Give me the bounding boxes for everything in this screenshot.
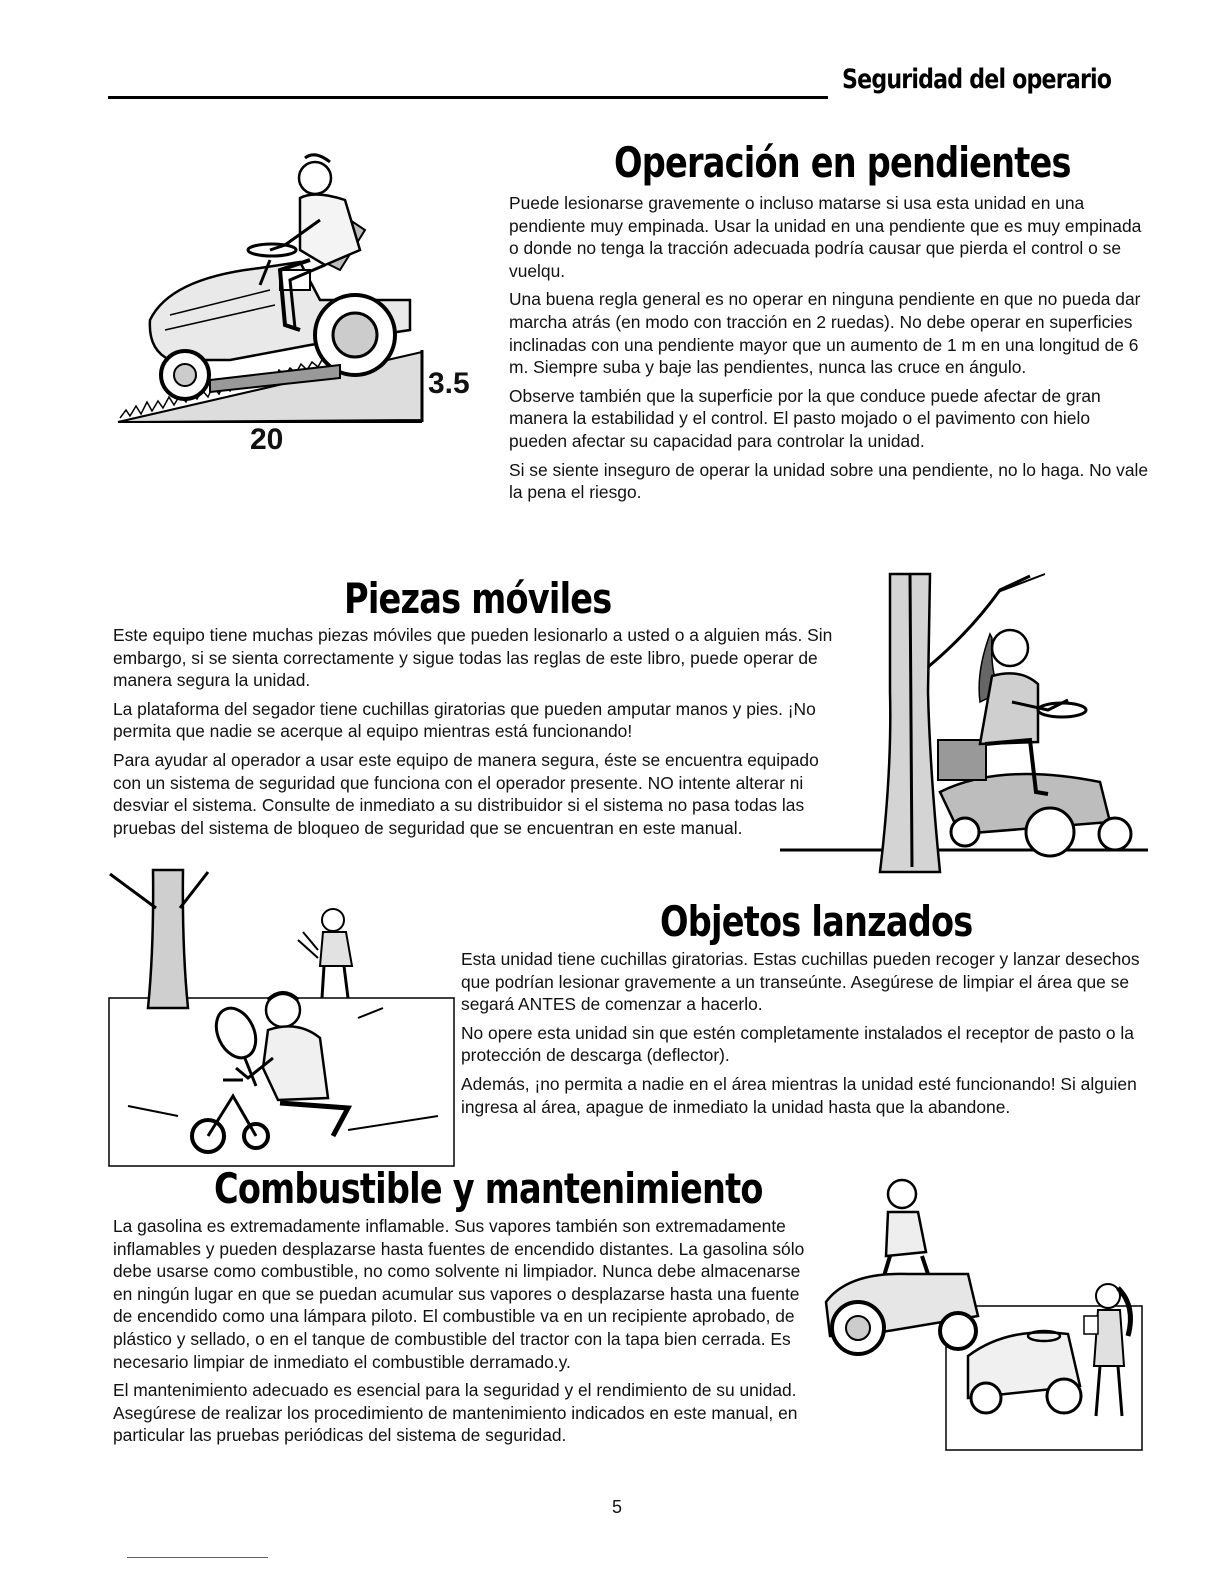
slopes-paragraph: Puede lesionarse gravemente o incluso matarse si usa esta unidad en una pendiente muy empinada. Usar la unidad en una pendiente que es muy empinada o donde no tenga la tracción adecuada podría causar que pierda el control o se vuelqu.: [509, 193, 1142, 281]
moving-parts-paragraph: La plataforma del segador tiene cuchillas giratorias que pueden amputar manos y pies. ¡No permita que nadie se acerque al equipo mientras está funcionando!: [113, 698, 816, 742]
header-rule: [108, 96, 828, 99]
thrown-objects-paragraph: Esta unidad tiene cuchillas giratorias. Estas cuchillas pueden recoger y lanzar desechos que podrían lesionar gravemente a un transeúnte. Asegúrese de limpiar el área que se segará ANTES de comenzar a hacerlo.: [461, 949, 1140, 1015]
section-title-moving-parts: Piezas móviles: [344, 574, 612, 623]
section-title-thrown-objects: Objetos lanzados: [660, 897, 973, 946]
slope-rise-label: 3.5: [428, 367, 470, 400]
fuel-maintenance-illustration: [818, 1176, 1148, 1456]
moving-parts-body: [113, 624, 835, 839]
fuel-paragraph: El mantenimiento adecuado es esencial para la seguridad y el rendimiento de su unidad. Asegúrese de realizar los procedimiento de mantenimiento indicados en este manual, en particular las pruebas periódicas del sistema de seguridad.: [113, 1380, 798, 1446]
thrown-objects-illustration: [108, 868, 458, 1170]
fuel-paragraph: La gasolina es extremadamente inflamable. Sus vapores también son extremadamente inflamables y pueden desplazarse hasta fuentes de encendido distantes. La gasolina sólo debe usarse como combustible, no como solvente ni limpiador. Nunca debe almacenarse en ningún lugar en que se puedan acumular sus vapores o desplazarse hasta una fuente de encendido como una lámpara piloto. El combustible va en un recipiente aprobado, de plástico y sellado, o en el tanque de combustible del tractor con la tapa bien cerrada. Es necesario limpiar de inmediato el combustible derramado.y.: [113, 1216, 805, 1372]
fuel-body: [113, 1215, 817, 1447]
slopes-body: [509, 192, 1149, 504]
slope-mower-illustration: [110, 150, 490, 470]
slope-run-label: 20: [250, 423, 284, 456]
slopes-paragraph: Si se siente inseguro de operar la unidad sobre una pendiente, no lo haga. No vale la pena el riesgo.: [509, 459, 1149, 503]
thrown-objects-body: [461, 948, 1151, 1118]
thrown-objects-paragraph: Además, ¡no permita a nadie en el área mientras la unidad esté funcionando! Si alguien ingresa al área, apague de inmediato la unidad hasta que la abandone.: [461, 1073, 1137, 1117]
moving-parts-paragraph: Para ayudar al operador a usar este equipo de manera segura, éste se encuentra equipado con un sistema de seguridad que funciona con el operador presente. NO intente alterar ni desviar el sistema. Consulte de inmediato a su distribuidor si el sistema no pasa todas las pruebas del sistema de bloqueo de seguridad que se encuentran en este manual.: [113, 749, 819, 838]
moving-parts-paragraph: Este equipo tiene muchas piezas móviles que pueden lesionarlo a usted o a alguien más. Sin embargo, si se sienta correctamente y sigue todas las reglas de este libro, puede operar de manera segura la unidad.: [113, 625, 833, 691]
slopes-paragraph: Observe también que la superficie por la que conduce puede afectar de gran manera la estabilidad y el control. El pasto mojado o el pavimento con hielo pueden afectar su capacidad para controlar la unidad.: [509, 385, 1101, 451]
section-title-slopes: Operación en pendientes: [614, 138, 1071, 187]
section-title-fuel-maintenance: Combustible y mantenimiento: [214, 1164, 763, 1213]
running-header-title: Seguridad del operario: [842, 64, 1112, 95]
footer-rule: [127, 1557, 268, 1558]
tree-mower-illustration: [780, 572, 1150, 890]
page-number: 5: [612, 1497, 623, 1517]
slopes-paragraph: Una buena regla general es no operar en ninguna pendiente en que no pueda dar marcha atrás (en modo con tracción en 2 ruedas). No debe operar en superficies inclinadas con una pendiente mayor que un aumento de 1 m en una longitud de 6 m. Siempre suba y baje las pendientes, nunca las cruce en ángulo.: [509, 289, 1141, 378]
thrown-objects-paragraph: No opere esta unidad sin que estén completamente instalados el receptor de pasto o la protección de descarga (deflector).: [461, 1022, 1134, 1066]
